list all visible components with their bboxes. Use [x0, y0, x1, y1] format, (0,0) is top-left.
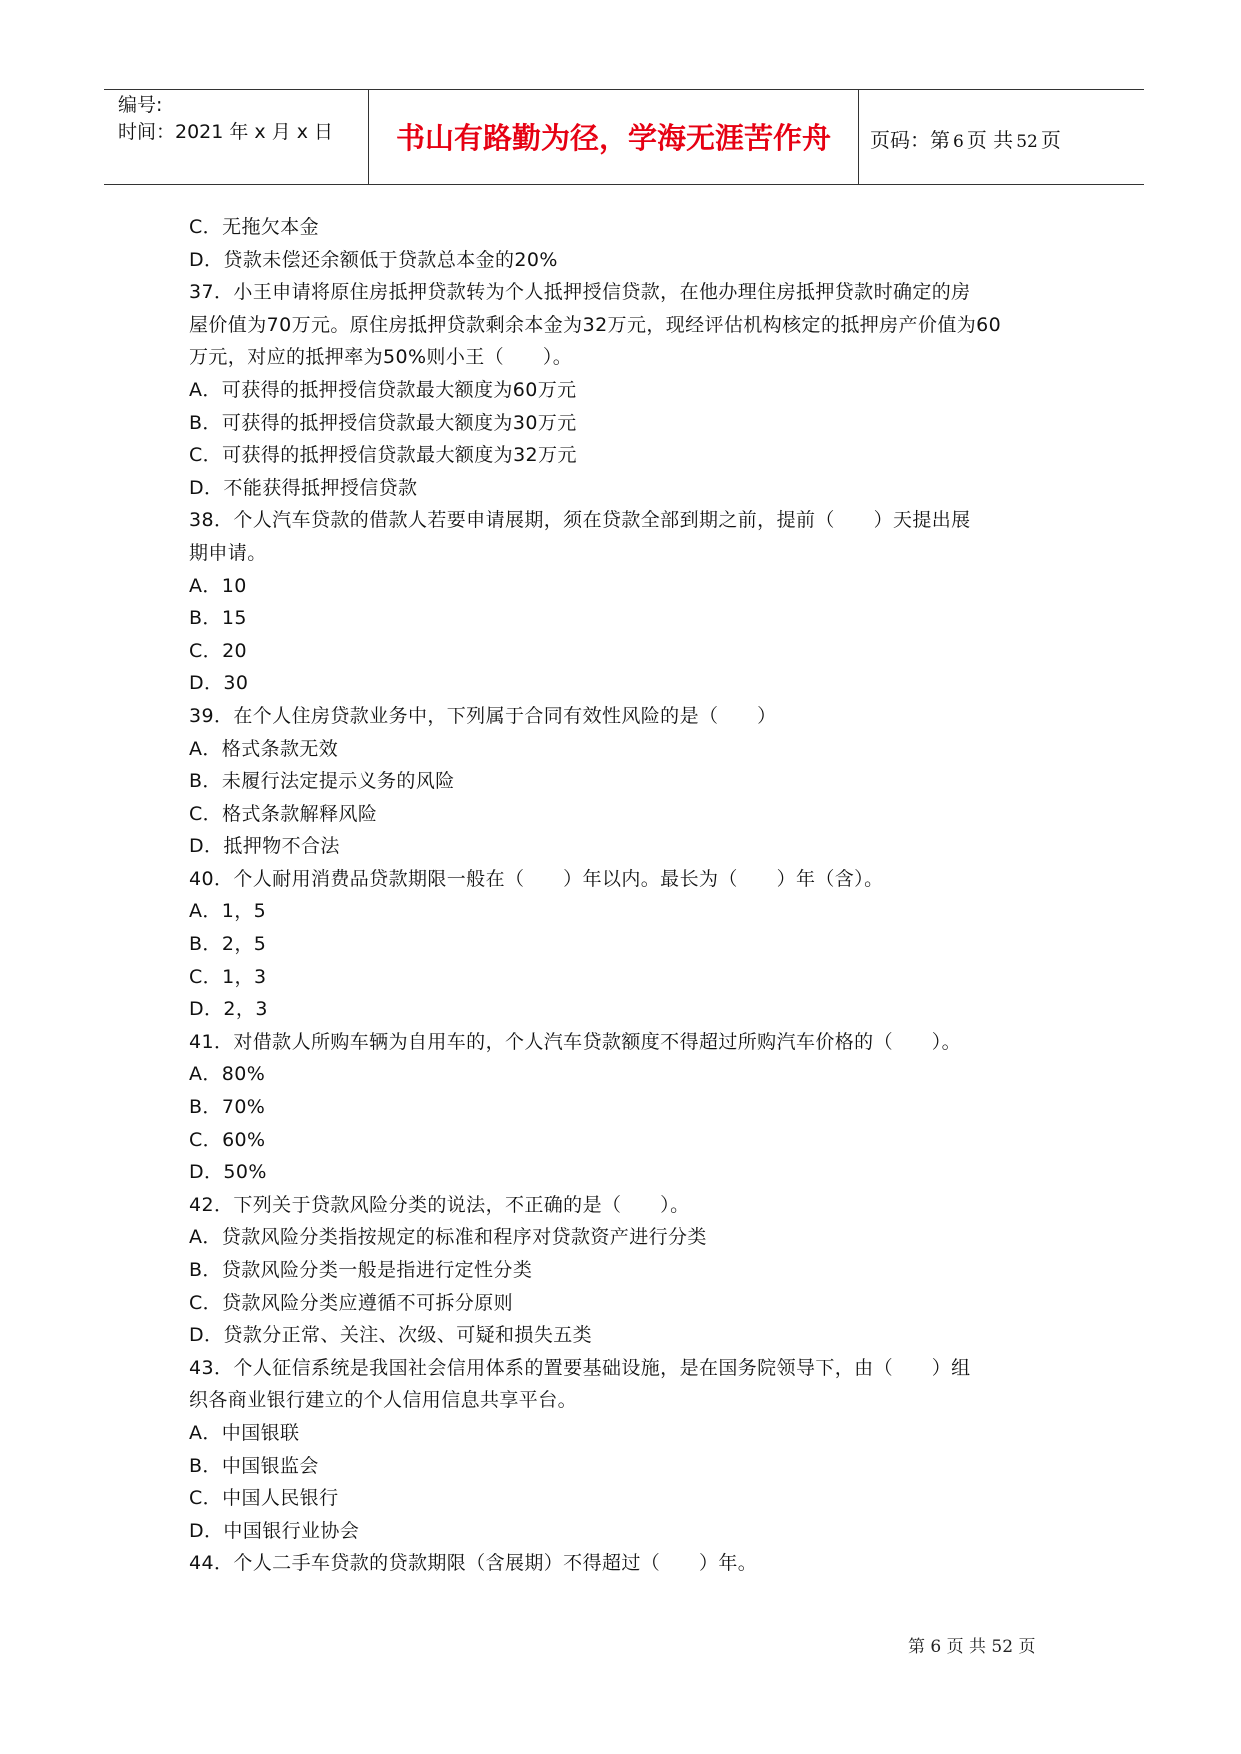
text-line: A．可获得的抵押授信贷款最大额度为60万元	[189, 378, 577, 401]
text-line: 43．个人征信系统是我国社会信用体系的置要基础设施，是在国务院领导下，由（ ）组	[189, 1356, 971, 1379]
text-line: D．抵押物不合法	[189, 835, 340, 858]
text-line: B．中国银监会	[189, 1454, 319, 1477]
page-footer: 第 6 页 共 52 页	[908, 1637, 1036, 1657]
text-line: C．贷款风险分类应遵循不可拆分原则	[189, 1291, 514, 1314]
text-line: B．未履行法定提示义务的风险	[189, 770, 455, 793]
text-line: C．无拖欠本金	[189, 216, 320, 238]
page-total: 52	[1016, 132, 1038, 152]
text-line: 44．个人二手车贷款的贷款期限（含展期）不得超过（ ）年。	[189, 1552, 758, 1575]
text-line: D．贷款未偿还余额低于贷款总本金的20%	[189, 248, 558, 271]
text-line: C．中国人民银行	[189, 1487, 339, 1510]
text-line: B．70%	[189, 1096, 266, 1119]
text-line: 期申请。	[189, 541, 267, 564]
page-current: 6	[953, 132, 964, 152]
page-suffix: 页	[1040, 128, 1061, 152]
text-line: A．中国银联	[189, 1421, 300, 1444]
text-line: D．30	[189, 672, 249, 695]
text-line: C．60%	[189, 1128, 266, 1151]
text-line: 屋价值为70万元。原住房抵押贷款剩余本金为32万元，现经评估机构核定的抵押房产价值为60	[189, 313, 1002, 336]
text-line: D．不能获得抵押授信贷款	[189, 476, 418, 499]
text-line: 41．对借款人所购车辆为自用车的，个人汽车贷款额度不得超过所购汽车价格的（ ）。	[189, 1030, 962, 1053]
text-line: 39．在个人住房贷款业务中，下列属于合同有效性风险的是（ ）	[189, 704, 777, 727]
text-line: D．50%	[189, 1161, 267, 1184]
text-line: 37．小王申请将原住房抵押贷款转为个人抵押授信贷款，在他办理住房抵押贷款时确定的房	[189, 281, 971, 304]
text-line: C．20	[189, 639, 248, 662]
text-line: A．贷款风险分类指按规定的标准和程序对贷款资产进行分类	[189, 1226, 707, 1249]
text-line: 万元，对应的抵押率为50%则小王（ ）。	[189, 346, 573, 369]
text-line: B．15	[189, 607, 247, 630]
text-line: B．可获得的抵押授信贷款最大额度为30万元	[189, 411, 577, 434]
text-line: B．2，5	[189, 933, 267, 956]
text-line: 42．下列关于贷款风险分类的说法，不正确的是（ ）。	[189, 1193, 690, 1216]
text-line: D．2，3	[189, 998, 268, 1021]
text-line: C．可获得的抵押授信贷款最大额度为32万元	[189, 444, 577, 467]
text-line: C．1，3	[189, 965, 267, 988]
page-middle: 页 共	[966, 128, 1014, 152]
time-label: 时间：2021 年 x 月 x 日	[118, 121, 334, 143]
header-motto: 书山有路勤为径，学海无涯苦作舟	[395, 121, 831, 155]
text-line: 40．个人耐用消费品贷款期限一般在（ ）年以内。最长为（ ）年（含）。	[189, 867, 884, 890]
text-line: B．贷款风险分类一般是指进行定性分类	[189, 1259, 533, 1281]
serial-label: 编号:	[118, 94, 163, 116]
header-divider	[858, 90, 859, 184]
page-prefix: 页码：第	[870, 128, 950, 152]
text-line: C．格式条款解释风险	[189, 802, 378, 825]
page-header	[104, 89, 1144, 185]
text-line: 38．个人汽车贷款的借款人若要申请展期，须在贷款全部到期之前，提前（ ）天提出展	[189, 509, 971, 532]
text-line: A．1，5	[189, 900, 267, 923]
text-line: D．中国银行业协会	[189, 1519, 360, 1542]
header-meta	[118, 92, 368, 146]
question-content	[189, 211, 1079, 1580]
header-page-number	[870, 124, 1061, 153]
text-line: 织各商业银行建立的个人信用信息共享平台。	[189, 1389, 578, 1412]
text-line: D．贷款分正常、关注、次级、可疑和损失五类	[189, 1324, 593, 1347]
text-line: A．格式条款无效	[189, 737, 339, 760]
text-line: A．80%	[189, 1063, 266, 1086]
text-line: A．10	[189, 574, 247, 597]
